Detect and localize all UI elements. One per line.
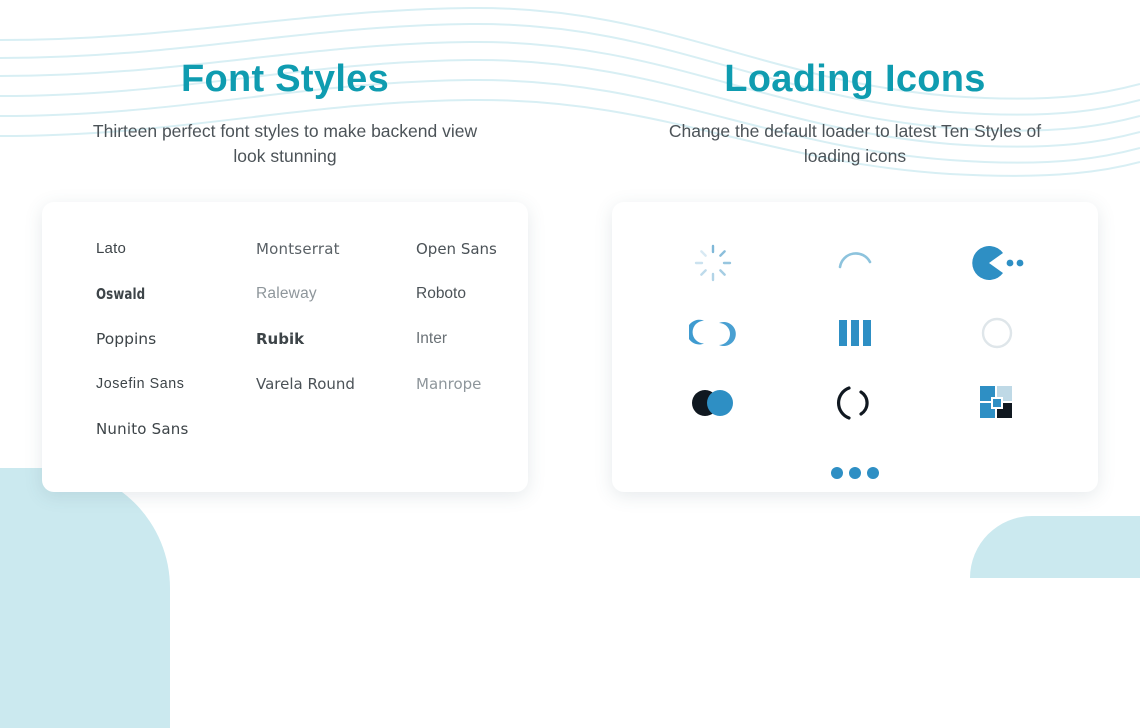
font-item-open-sans[interactable]: Open Sans [416, 239, 497, 258]
font-styles-card [42, 202, 528, 492]
loading-icons-card [612, 202, 1098, 492]
loading-icons-column [570, 0, 1140, 492]
loader-list [642, 228, 1068, 508]
page-title-loaders: Loading Icons [724, 58, 986, 100]
font-item-josefin-sans[interactable]: Josefin Sans [96, 374, 185, 392]
font-item-raleway[interactable]: Raleway [256, 284, 317, 302]
font-list [96, 240, 502, 438]
left-blob-inner [0, 608, 120, 728]
pacman-dots-icon[interactable] [962, 228, 1032, 298]
font-item-rubik[interactable]: Rubik [256, 329, 305, 348]
circle-outline-icon[interactable] [962, 298, 1032, 368]
left-blob-shape [0, 468, 170, 728]
font-item-montserrat[interactable]: Montserrat [256, 239, 340, 258]
font-item-nunito-sans[interactable]: Nunito Sans [96, 419, 189, 438]
font-styles-column [0, 0, 570, 492]
font-item-inter[interactable]: Inter [416, 329, 448, 347]
font-item-poppins[interactable]: Poppins [96, 329, 157, 348]
page-subtitle-loaders: Change the default loader to latest Ten Styles of loading icons [668, 121, 1042, 167]
three-dots-icon[interactable] [820, 438, 890, 508]
font-item-manrope[interactable]: Manrope [416, 374, 482, 393]
three-bars-icon[interactable] [820, 298, 890, 368]
font-item-roboto[interactable]: Roboto [416, 284, 466, 302]
spinner-sunburst-icon[interactable] [678, 228, 748, 298]
dual-crescent-icon[interactable] [678, 298, 748, 368]
two-circles-icon[interactable] [678, 368, 748, 438]
spinner-arc-icon[interactable] [820, 228, 890, 298]
page-title-fonts: Font Styles [180, 58, 390, 100]
page-subtitle-fonts: Thirteen perfect font styles to make backend view look stunning [92, 121, 478, 167]
split-ring-icon[interactable] [820, 368, 890, 438]
font-item-oswald[interactable]: Oswald [96, 284, 146, 303]
square-blocks-icon[interactable] [962, 368, 1032, 438]
right-blob-shape [970, 516, 1140, 578]
font-item-varela-round[interactable]: Varela Round [256, 374, 355, 393]
font-item-lato[interactable]: Lato [96, 239, 126, 257]
